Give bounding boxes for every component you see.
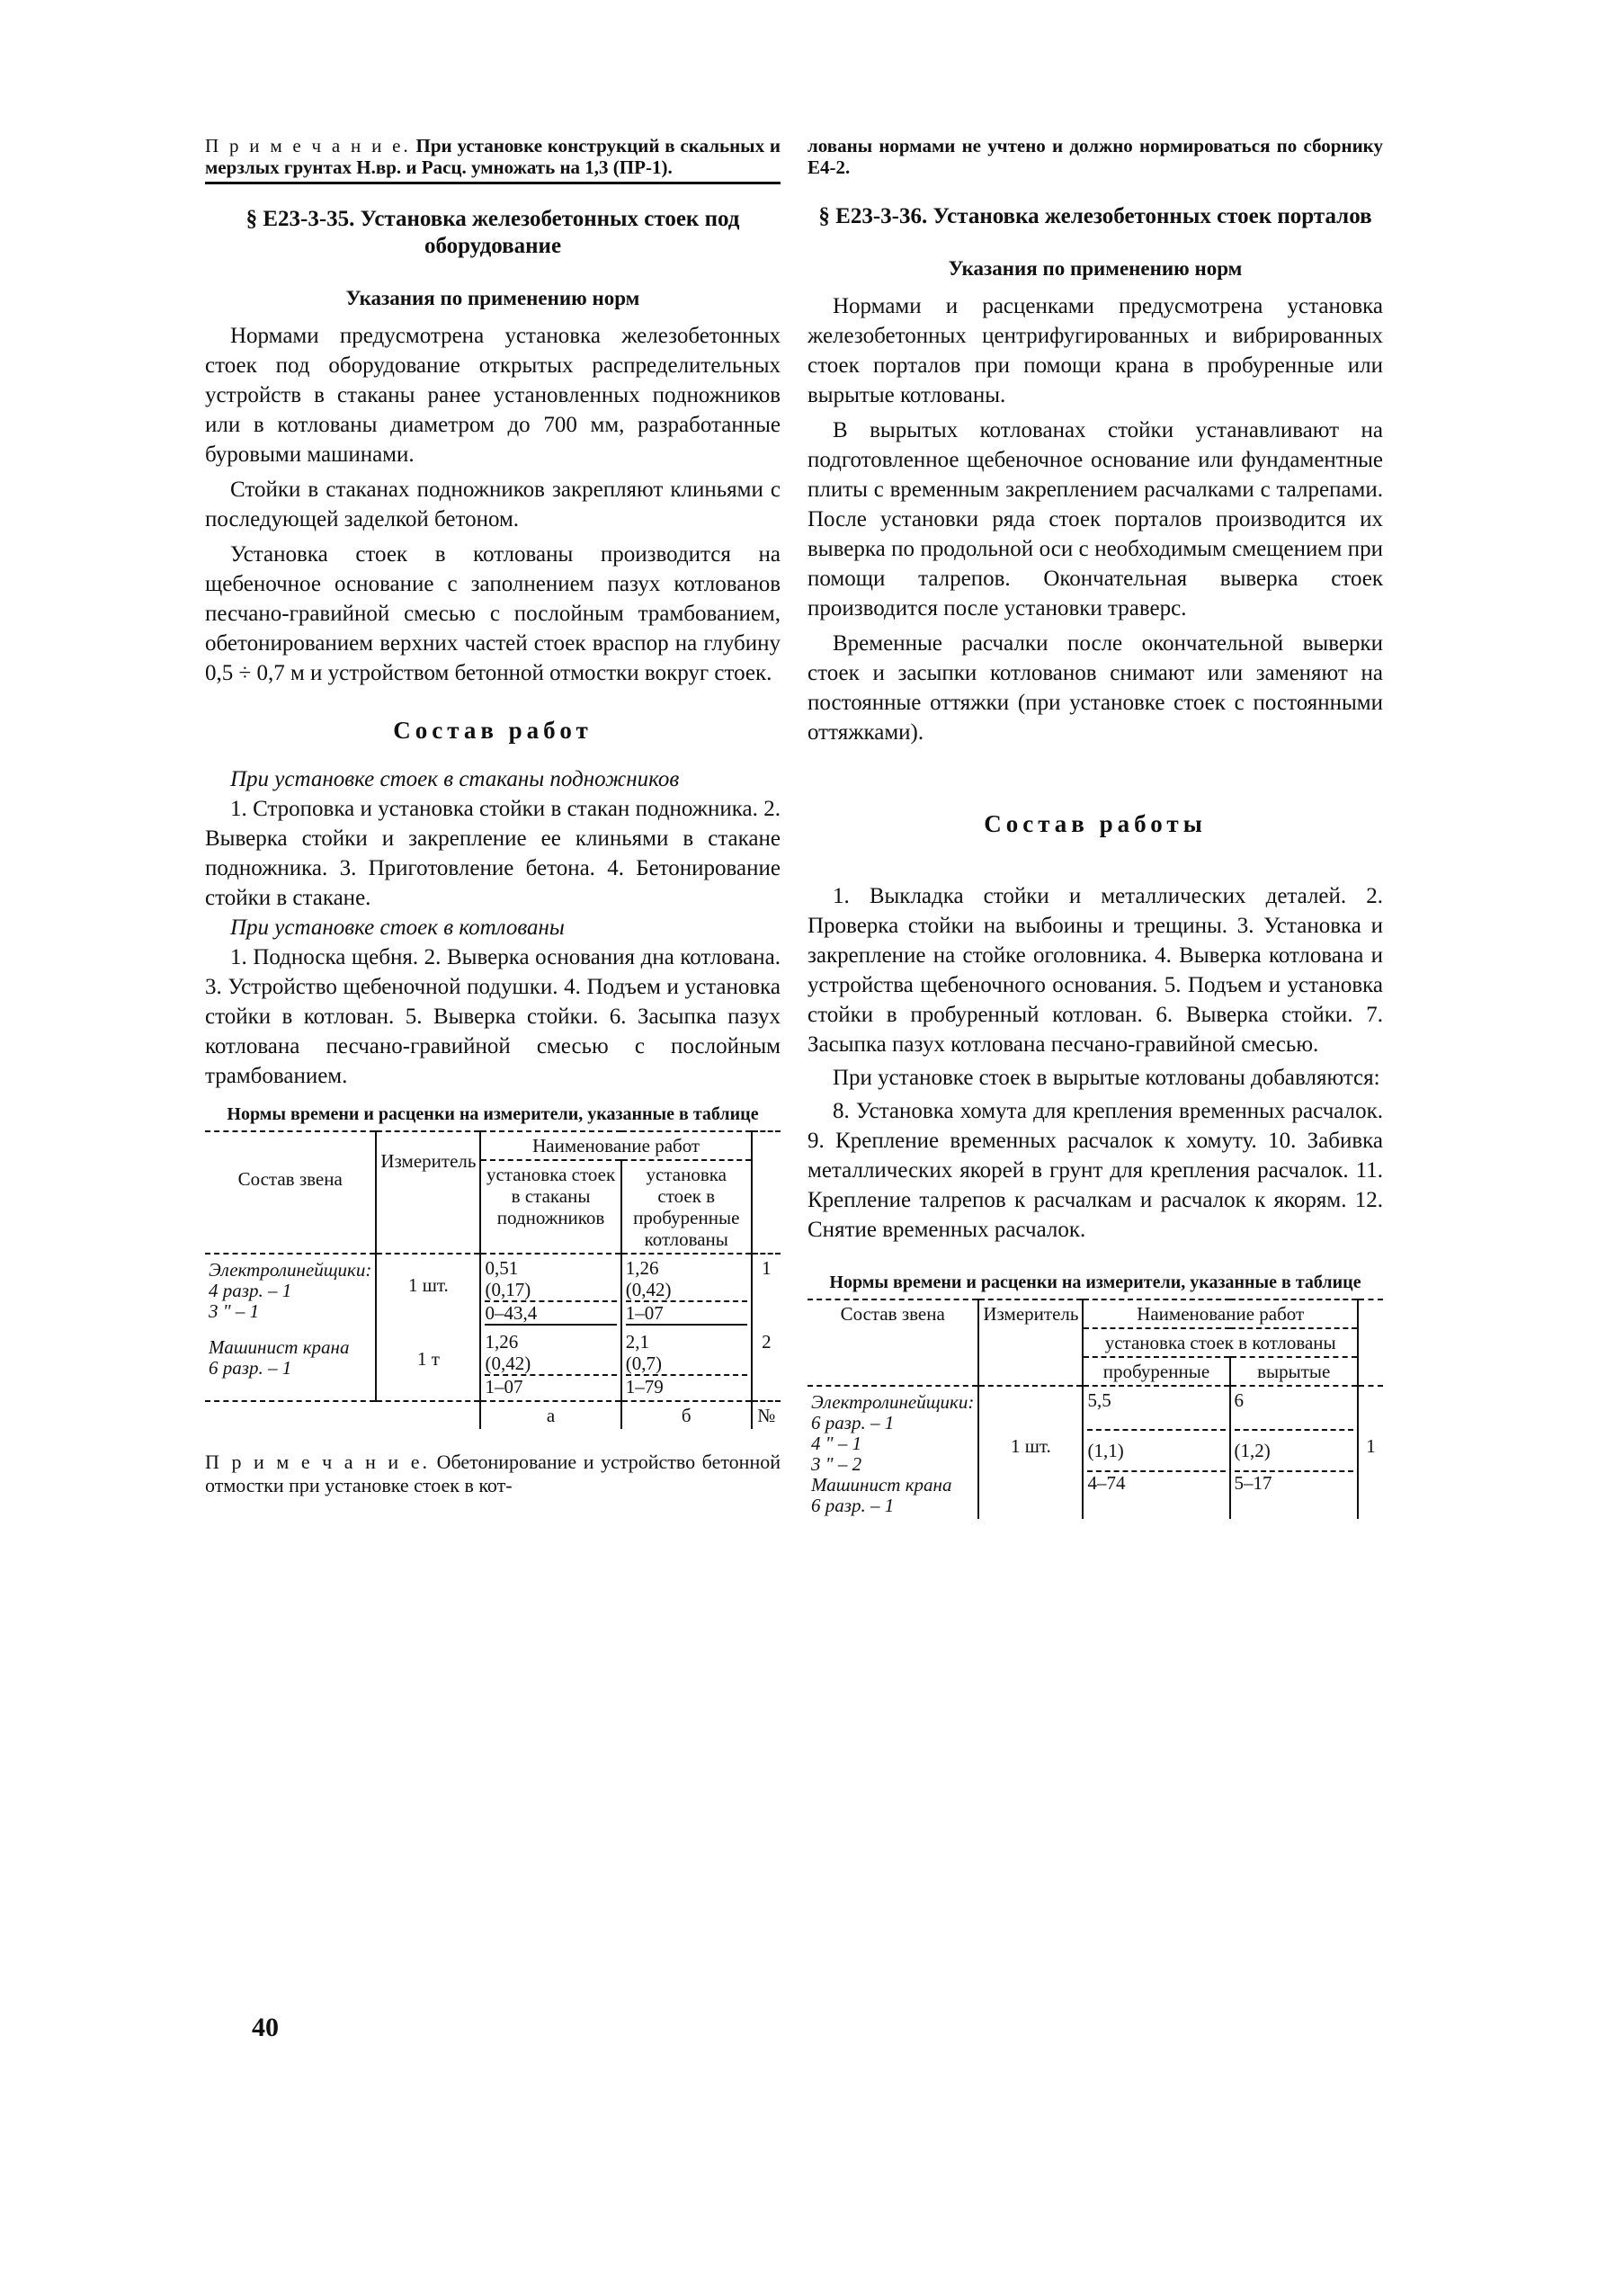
section-title-e23-3-35: § Е23-3-35. Установка железобетонных стоек под оборудование <box>245 207 740 258</box>
machine-time: (0,7) <box>626 1353 747 1376</box>
divider-rule <box>205 182 781 184</box>
norms-table-left <box>205 1130 781 1429</box>
time-norm: 1,26 <box>485 1331 519 1353</box>
value-cell <box>1083 1386 1229 1519</box>
machine-time: (0,17) <box>485 1279 616 1302</box>
rate: 1–79 <box>625 1376 664 1397</box>
time-norm: 5,5 <box>1087 1389 1225 1431</box>
case-text: 1. Подноска щебня. 2. Выверка основания дна котлована. 3. Устройство щебеночной подушки. 4. Подъем и установка стойки в котлован. 5. Выверка стойки. 6. Засыпка пазух котлована песчано-гравийной смесью с послойным трамбованием. <box>205 945 781 1088</box>
header-works: Наименование работ <box>1083 1299 1357 1328</box>
unit-cell: 1 шт. <box>376 1254 480 1328</box>
bottom-note <box>205 1451 781 1497</box>
table-caption: Нормы времени и расценки на измерители, указанные в таблице <box>227 1104 759 1124</box>
header-col-b: вырытые <box>1230 1357 1358 1386</box>
rate: 1–07 <box>485 1376 523 1397</box>
rate: 1–07 <box>626 1302 747 1326</box>
guidelines-heading: Указания по применению норм <box>948 257 1243 280</box>
value-cell <box>480 1328 620 1401</box>
machine-time: (1,2) <box>1235 1431 1353 1472</box>
composition-text: 1. Выкладка стойки и металлических деталей. 2. Проверка стойки на выбоины и трещины. 3. Установка и закрепление на стойке оголовника. 4. Выверка котлована и устройства щебеночного основания. 5. Подъем и установка стойки в пробуренный котлован. 6. Выверка стойки. 7. Засыпка пазух котлована песчано-гравийной смесью. <box>808 884 1383 1057</box>
time-norm: 2,1 <box>625 1331 649 1353</box>
time-norm: 0,51 <box>485 1257 519 1279</box>
header-crew: Состав звена <box>808 1299 978 1386</box>
case-heading: При установке стоек в котлованы <box>230 915 565 940</box>
case-text: 1. Строповка и установка стойки в стакан подножника. 2. Выверка стойки и закрепление ее клиньями в стакане подножника. 3. Приготовление бетона. 4. Бетонирование стойки в стакане. <box>205 797 781 910</box>
left-column <box>205 135 781 1497</box>
value-cell <box>1230 1386 1358 1519</box>
case-heading: При установке стоек в стаканы подножников <box>230 767 680 791</box>
left-note <box>205 135 781 178</box>
note-label: П р и м е ч а н и е. <box>205 135 411 156</box>
header-unit: Измеритель <box>376 1131 480 1254</box>
table-row <box>205 1328 781 1401</box>
note-text: Обетонирование и устройство бетонной отмостки при установке стоек в кот- <box>205 1451 781 1496</box>
paragraph: Временные расчалки после окончательной выверки стоек и засыпки котлованов снимают или заменяют на постоянные оттяжки (при установке стоек с постоянными оттяжками). <box>808 631 1383 745</box>
header-sub: установка стоек в котлованы <box>1083 1328 1357 1357</box>
footer-col-b: б <box>621 1401 752 1429</box>
composition-heading: Состав работ <box>393 717 593 744</box>
footer-col-a: а <box>480 1401 620 1429</box>
note-text: При установке конструкций в скальных и мерзлых грунтах Н.вр. и Расц. умножать на 1,3 (ПР-1). <box>205 135 781 178</box>
header-col-b: установка стоек в пробуренные котлованы <box>621 1160 752 1254</box>
unit-cell: 1 т <box>376 1328 480 1401</box>
rate: 4–74 <box>1087 1472 1126 1494</box>
crew-cell: Электролинейщики: 6 разр. – 1 4 " – 1 3 " – 2 Машинист крана 6 разр. – 1 <box>811 1391 975 1516</box>
machine-time: (0,42) <box>626 1279 747 1302</box>
row-number: 1 <box>762 1257 772 1279</box>
value-cell <box>621 1328 752 1401</box>
machine-time: (0,42) <box>485 1353 616 1376</box>
header-works: Наименование работ <box>480 1131 751 1160</box>
paragraph: Стойки в стаканах подножников закрепляют клиньями с последующей заделкой бетоном. <box>205 478 781 531</box>
added-intro: При установке стоек в вырытые котлованы добавляются: <box>833 1066 1380 1090</box>
row-number: 2 <box>752 1328 781 1401</box>
continued-text: лованы нормами не учтено и должно нормироваться по сборнику Е4-2. <box>808 135 1383 178</box>
footer-num: № <box>757 1405 776 1426</box>
rate: 5–17 <box>1234 1472 1272 1494</box>
rate: 0–43,4 <box>485 1302 616 1326</box>
table-row <box>205 1254 781 1328</box>
composition-heading: Состав работы <box>984 810 1207 837</box>
crew-cell: Машинист крана 6 разр. – 1 <box>205 1328 376 1401</box>
time-norm: 1,26 <box>625 1257 659 1279</box>
paragraph: Нормами и расценками предусмотрена установка железобетонных центрифугированных и вибрированных стоек порталов при помощи крана в пробуренные или вырытые котлованы. <box>808 294 1383 407</box>
added-text: 8. Установка хомута для крепления временных расчалок. 9. Крепление временных расчалок к хомуту. 10. Забивка металлических якорей в грунт для крепления расчалок. 11. Крепление талрепов к расчалкам и расчалок к якорям. 12. Снятие временных расчалок. <box>808 1099 1383 1242</box>
table-row <box>808 1386 1383 1519</box>
row-number: 1 <box>1366 1435 1376 1457</box>
header-col-a: пробуренные <box>1083 1357 1229 1386</box>
time-norm: 6 <box>1235 1389 1353 1431</box>
note-label: П р и м е ч а н и е. <box>205 1451 431 1473</box>
table-caption: Нормы времени и расценки на измерители, указанные в таблице <box>829 1272 1361 1292</box>
machine-time: (1,1) <box>1087 1431 1225 1472</box>
value-cell <box>621 1254 752 1328</box>
unit-cell: 1 шт. <box>978 1386 1083 1519</box>
header-crew: Состав звена <box>205 1131 376 1254</box>
section-title-e23-3-36: § Е23-3-36. Установка железобетонных стоек порталов <box>818 204 1372 228</box>
header-col-a: установка стоек в стаканы подножников <box>480 1160 620 1254</box>
paragraph: В вырытых котлованах стойки устанавливают на подготовленное щебеночное основание или фундаментные плиты с временным закреплением расчалками с талрепами. После установки ряда стоек порталов производится их выверка по продольной оси с необходимым смещением при помощи талрепов. Окончательная выверка стоек производится после установки траверс. <box>808 418 1383 621</box>
norms-table-right <box>808 1299 1383 1519</box>
table-footer <box>205 1401 781 1429</box>
value-cell <box>480 1254 620 1328</box>
paragraph: Установка стоек в котлованы производится на щебеночное основание с заполнением пазух котлованов песчано-гравийной смесью с послойным трамбованием, обетонированием верхних частей стоек враспор на глубину 0,5 ÷ 0,7 м и устройством бетонной отмостки вокруг стоек. <box>205 542 781 685</box>
right-column <box>808 135 1383 1519</box>
paragraph: Нормами предусмотрена установка железобетонных стоек под оборудование открытых распределительных устройств в стаканы ранее установленных подножников или в котлованы диаметром до 700 мм, разработанные буровыми машинами. <box>205 324 781 467</box>
crew-cell: Электролинейщики: 4 разр. – 1 3 " – 1 <box>209 1259 372 1322</box>
guidelines-heading: Указания по применению норм <box>345 287 640 309</box>
header-unit: Измеритель <box>978 1299 1083 1386</box>
page-number: 40 <box>252 2013 279 2042</box>
